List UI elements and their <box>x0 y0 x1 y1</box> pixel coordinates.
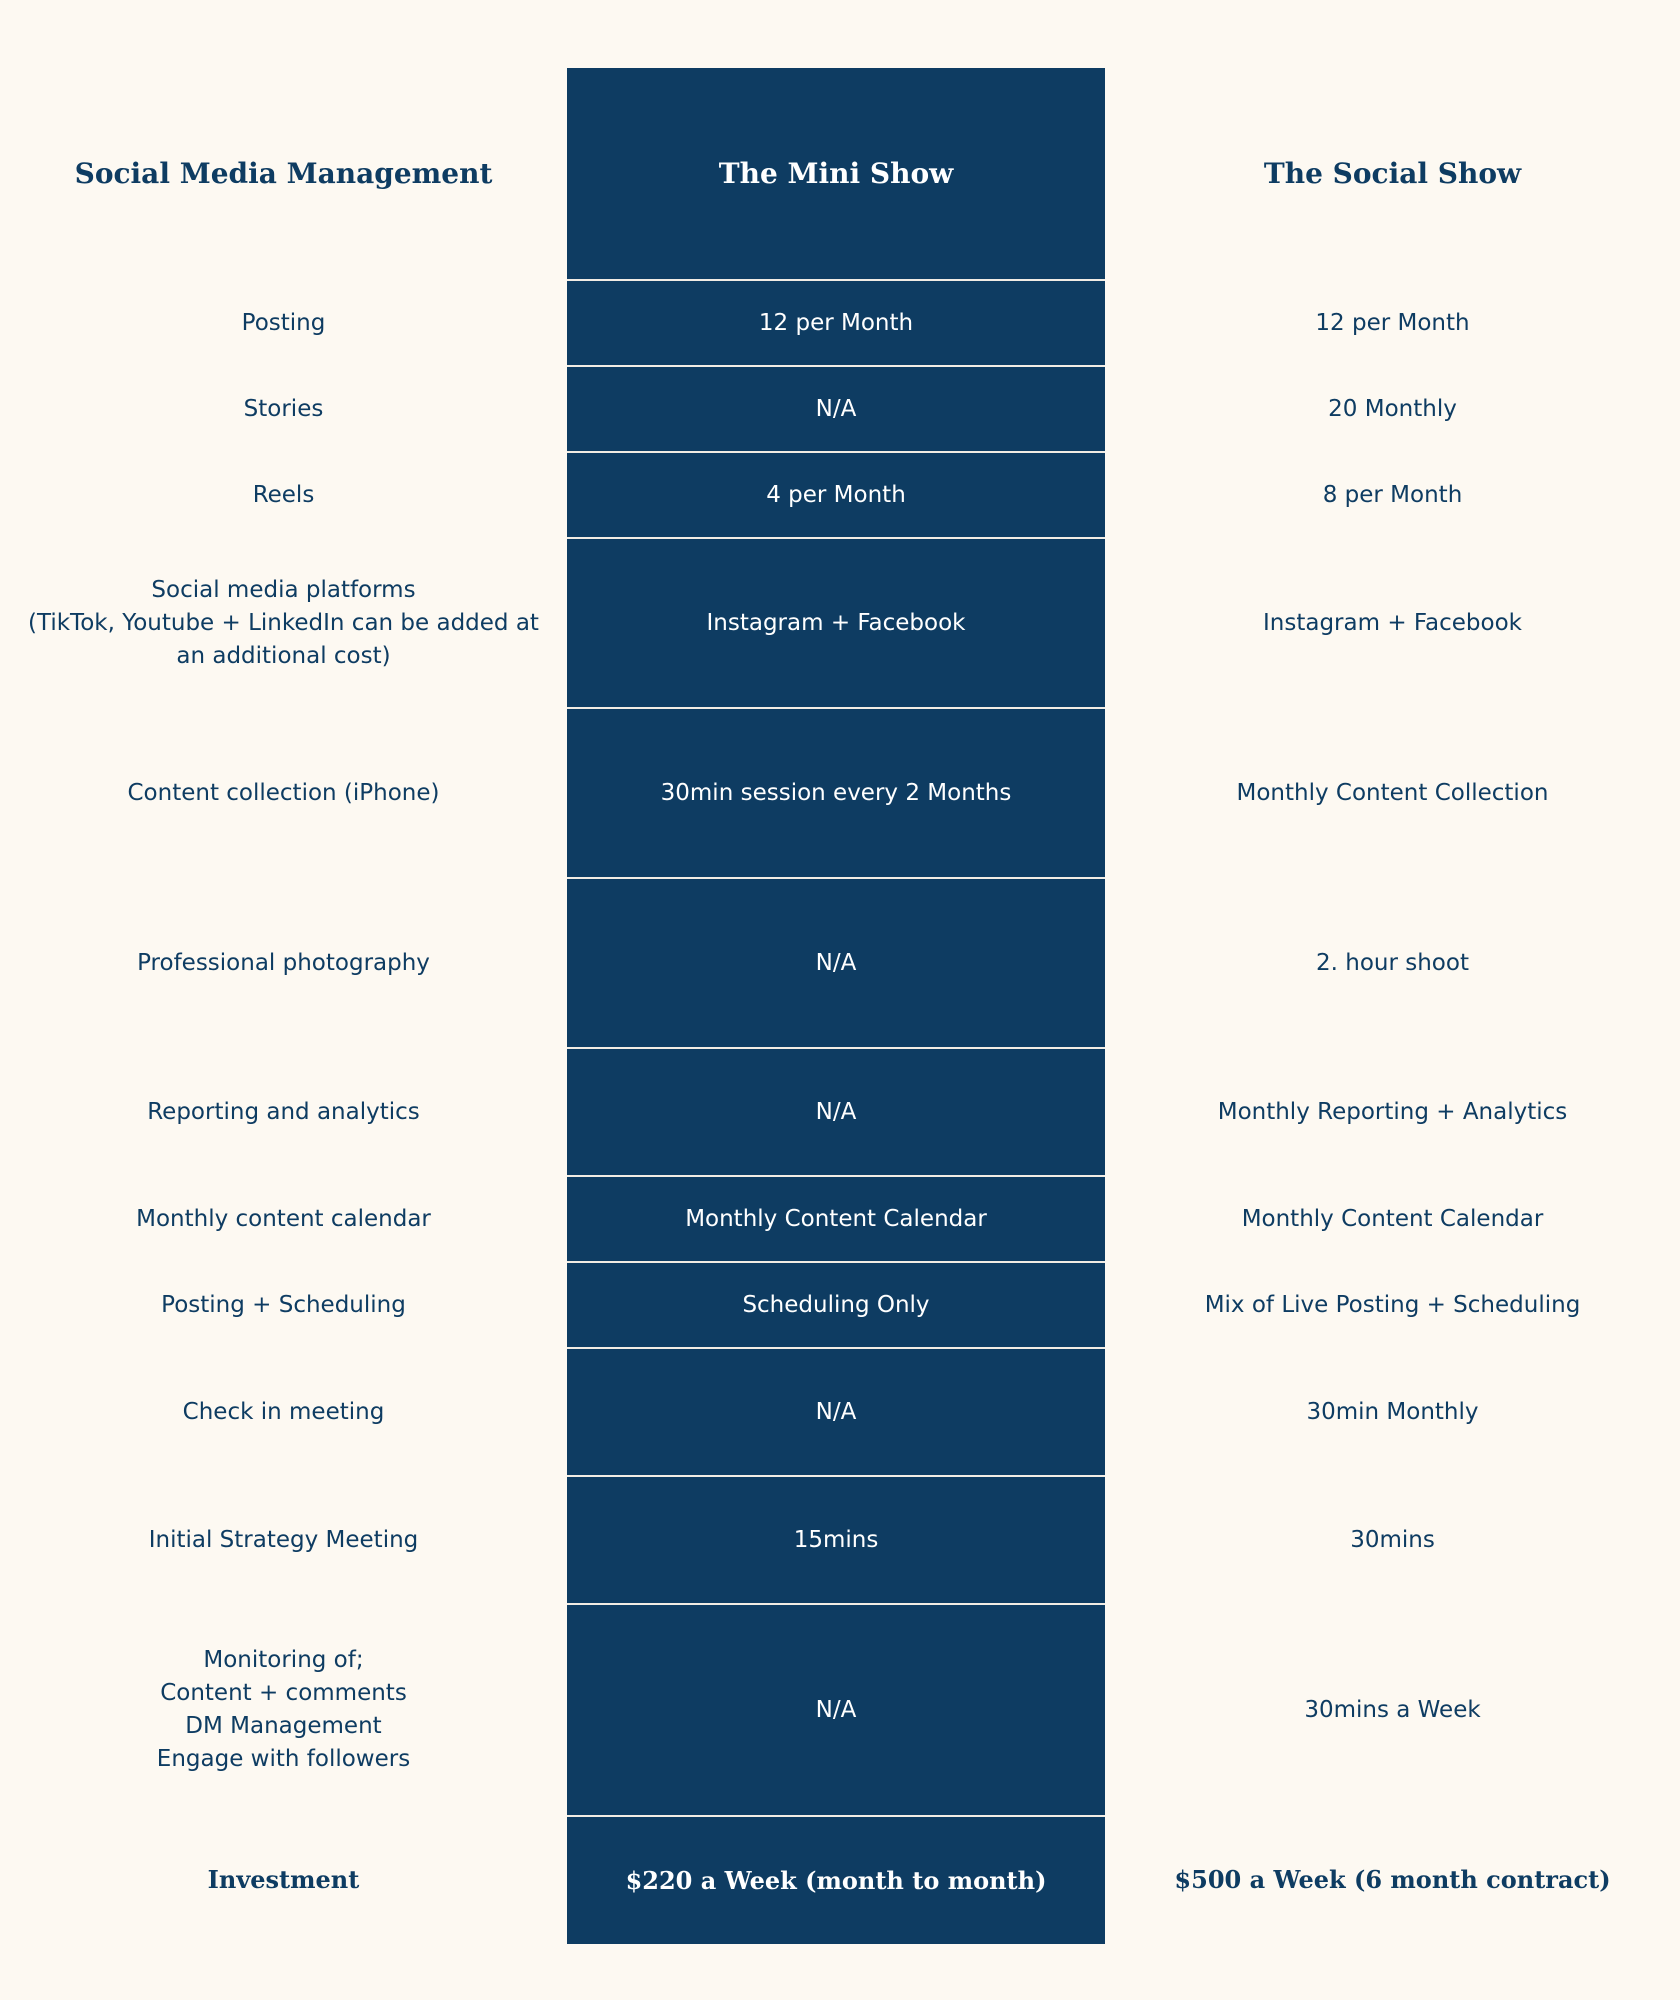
feature-label: Social media platforms (TikTok, Youtube + LinkedIn can be added at an additional cost) <box>28 576 539 669</box>
table-row <box>0 1349 1680 1477</box>
plan2-value: Monthly Content Calendar <box>1241 1205 1544 1232</box>
plan1-price: $220 a Week (month to month) <box>625 1866 1047 1895</box>
plan1-value: N/A <box>567 1049 1105 1177</box>
feature-label: Posting <box>241 309 326 336</box>
feature-label: Content collection (iPhone) <box>127 779 440 806</box>
table-row <box>0 709 1680 879</box>
plan2-value: 30mins <box>1350 1526 1435 1553</box>
plan1-value: Instagram + Facebook <box>567 539 1105 709</box>
feature-label: Reels <box>252 481 315 508</box>
table-row <box>0 1605 1680 1817</box>
plan2-value: 8 per Month <box>1322 481 1463 508</box>
feature-label: Monitoring of; Content + comments DM Management Engage with followers <box>156 1647 411 1772</box>
plan2-value: 30min Monthly <box>1306 1398 1479 1425</box>
feature-label: Posting + Scheduling <box>161 1291 406 1318</box>
header-feature-column: Social Media Management <box>74 157 493 190</box>
plan1-value: 15mins <box>567 1477 1105 1605</box>
feature-label: Stories <box>243 395 324 422</box>
plan2-value: 30mins a Week <box>1304 1696 1481 1723</box>
plan2-price: $500 a Week (6 month contract) <box>1174 1865 1611 1894</box>
table-row <box>0 1049 1680 1177</box>
plan1-value: 12 per Month <box>567 281 1105 367</box>
plan1-value: Monthly Content Calendar <box>567 1177 1105 1263</box>
plan2-value: 2. hour shoot <box>1316 949 1469 976</box>
feature-label: Reporting and analytics <box>147 1098 420 1125</box>
plan2-value: Mix of Live Posting + Scheduling <box>1204 1291 1581 1318</box>
plan1-value: N/A <box>567 1349 1105 1477</box>
plan1-value: 4 per Month <box>567 453 1105 539</box>
table-row <box>0 281 1680 367</box>
feature-label: Initial Strategy Meeting <box>148 1526 419 1553</box>
plan1-value: N/A <box>567 879 1105 1049</box>
table-row <box>0 1177 1680 1263</box>
table-row <box>0 453 1680 539</box>
plan2-value: 12 per Month <box>1315 309 1470 336</box>
pricing-comparison-table <box>0 68 1680 1944</box>
plan1-value: 30min session every 2 Months <box>567 709 1105 879</box>
table-row <box>0 1263 1680 1349</box>
table-row <box>0 1477 1680 1605</box>
plan1-value: N/A <box>567 367 1105 453</box>
table-header-row <box>0 68 1680 281</box>
investment-label: Investment <box>207 1865 360 1894</box>
plan2-value: Instagram + Facebook <box>1263 609 1522 636</box>
table-row <box>0 879 1680 1049</box>
plan2-value: 20 Monthly <box>1328 395 1457 422</box>
table-row <box>0 367 1680 453</box>
feature-label: Monthly content calendar <box>136 1205 431 1232</box>
header-plan-mini-show: The Mini Show <box>567 68 1105 281</box>
plan1-value: Scheduling Only <box>567 1263 1105 1349</box>
feature-label: Professional photography <box>137 949 430 976</box>
plan2-value: Monthly Reporting + Analytics <box>1217 1098 1568 1125</box>
plan2-value: Monthly Content Collection <box>1236 779 1549 806</box>
feature-label: Check in meeting <box>182 1398 385 1425</box>
header-plan-social-show: The Social Show <box>1263 157 1522 190</box>
table-row <box>0 539 1680 709</box>
plan1-value: N/A <box>567 1605 1105 1817</box>
investment-row <box>0 1817 1680 1944</box>
